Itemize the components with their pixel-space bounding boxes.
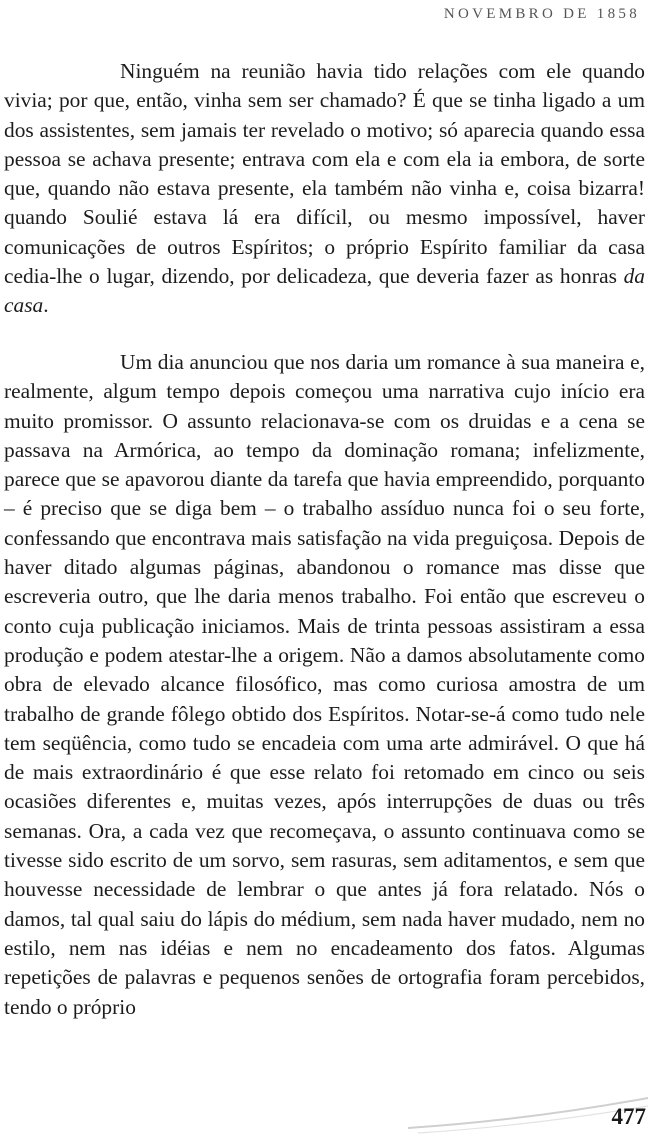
paragraph-1-text: Ninguém na reunião havia tido relações com ele quando vivia; por que, então, vinha sem ser chamado? É que se tinha ligado a um dos assistentes, sem jamais ter revelado o motivo; só aparecia quando essa pessoa se achava presente; entrava com ela e com ela ia embora, de sorte que, quando não estava presente, ela também não vinha e, coisa bizarra! quando Soulié estava lá era difícil, ou mesmo impossível, haver comunicações de outros Espíritos; o próprio Espírito familiar da casa cedia-lhe o lugar, dizendo, por delicadeza, que deveria fazer as honras (4, 59, 645, 289)
page-number: 477 (611, 1104, 646, 1129)
paragraph-2 (4, 348, 645, 1022)
emphasis-da-casa: da casa (4, 264, 645, 318)
paragraph-1-end: . (43, 293, 49, 318)
running-head: NOVEMBRO DE 1858 (443, 6, 640, 22)
paragraph-1 (4, 57, 645, 321)
paragraph-2-text: Um dia anunciou que nos daria um romance à sua maneira e, realmente, algum tempo depois começou uma narrativa cujo início era muito promissor. O assunto relacionava-se com os druidas e a cena se passava na Armórica, ao tempo da dominação romana; infelizmente, parece que se apavorou diante da tarefa que havia empreendido, porquanto – é preciso que se diga bem – o trabalho assíduo nunca foi o seu forte, confessando que encontrava mais satisfação na vida preguiçosa. Depois de haver ditado algumas páginas, abandonou o romance mas disse que escreveria outro, que lhe daria menos trabalho. Foi então que escreveu o conto cuja publicação iniciamos. Mais de trinta pessoas assistiram a essa produção e podem atestar-lhe a origem. Não a damos absolutamente como obra de elevado alcance filosófico, mas como curiosa amostra de um trabalho de grande fôlego obtido dos Espíritos. Notar-se-á como tudo nele tem seqüência, como tudo se encadeia com uma arte admirável. O que há de mais extraordinário é que esse relato foi retomado em cinco ou seis ocasiões diferentes e, muitas vezes, após interrupções de duas ou três semanas. Ora, a cada vez que recomeçava, o assunto continuava como se tivesse sido escrito de um sorvo, sem rasuras, sem aditamentos, e sem que houvesse necessidade de lembrar o que antes já fora relatado. Nós o damos, tal qual saiu do lápis do médium, sem nada haver mudado, nem no estilo, nem nas idéias e nem no encadeamento dos fatos. Algumas repetições de palavras e pequenos senões de ortografia foram percebidos, tendo o próprio (4, 350, 645, 1019)
